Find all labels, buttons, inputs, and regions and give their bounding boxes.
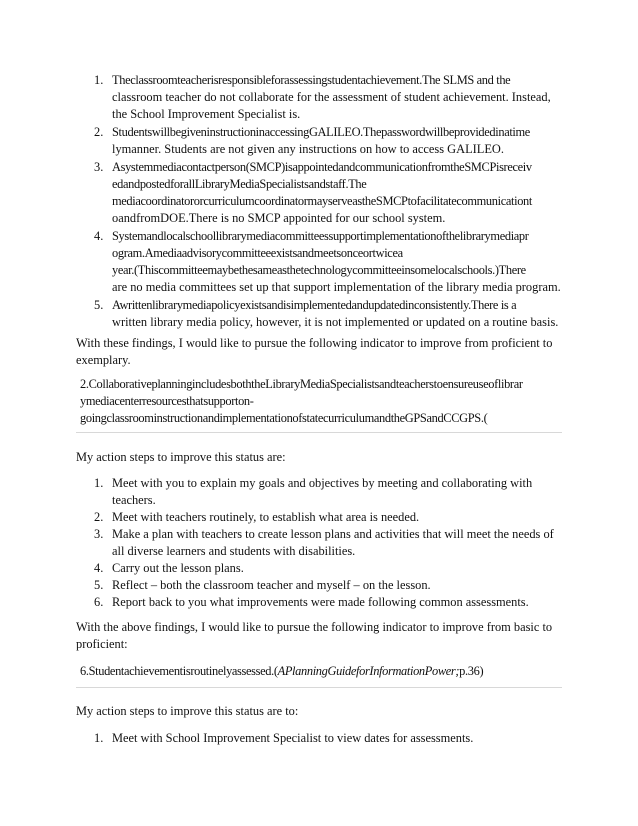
indicator-line: goingclassroominstructionandimplementationofstatecurriculumandtheGPSandCCGPS.( [80, 411, 488, 425]
list-line: Report back to you what improvements were made following common assessments. [112, 595, 529, 609]
action-intro: My action steps to improve this status are to: [76, 704, 299, 718]
divider [76, 432, 562, 433]
list-line: Systemandlocalschoollibrarymediacommitteessupportimplementationofthelibrarymediapr [112, 229, 529, 243]
list-line: Asystemmediacontactperson(SMCP)isappointedandcommunicationfromtheSMCPisreceiv [112, 160, 532, 174]
list-line: Meet with you to explain my goals and objectives by meeting and collaborating with [112, 476, 533, 490]
list-line: StudentswillbegiveninstructioninaccessingGALILEO.Thepasswordwillbeprovidedinatime [112, 125, 530, 139]
indicator-page: p.36) [459, 664, 484, 678]
list-number: 1. [94, 731, 104, 745]
list-line: written library media policy, however, it is not implemented or updated on a routine basis. [112, 315, 559, 329]
list-line: edandpostedforallLibraryMediaSpecialistsandstaff.The [112, 177, 367, 191]
list-number: 2. [94, 510, 104, 524]
list-number: 3. [94, 527, 104, 541]
list-line: oandfromDOE.There is no SMCP appointed for our school system. [112, 211, 446, 225]
list-line: ogram.Amediaadvisorycommitteeexistsandmeetsonceortwicea [112, 246, 403, 260]
list-line: the School Improvement Specialist is. [112, 107, 301, 121]
list-line: Meet with teachers routinely, to establish what area is needed. [112, 510, 420, 524]
list-line: all diverse learners and students with disabilities. [112, 544, 356, 558]
list-line: year.(Thiscommitteemaybethesameasthetechnologycommitteeinsomelocalschools.)There [112, 263, 526, 277]
list-line: classroom teacher do not collaborate for the assessment of student achievement. Instead, [112, 90, 551, 104]
list-line: teachers. [112, 493, 156, 507]
list-line: Awrittenlibrarymediapolicyexistsandisimplementedandupdatedinconsistently.There is a [112, 298, 517, 312]
list-line: Theclassroomteacherisresponsibleforassessingstudentachievement.The SLMS and the [112, 73, 511, 87]
list-line: mediacoordinatororcurriculumcoordinatormayserveastheSMCPtofacilitatecommunicationt [112, 194, 532, 208]
list-number: 6. [94, 595, 104, 609]
action-intro: My action steps to improve this status are: [76, 450, 286, 464]
divider [76, 687, 562, 688]
indicator-line: 2.CollaborativeplanningincludesboththeLibraryMediaSpecialistsandteacherstoensureuseoflibrar [80, 377, 523, 391]
indicator-line [80, 663, 483, 680]
list-line: Meet with School Improvement Specialist to view dates for assessments. [112, 731, 474, 745]
list-line: are no media committees set up that support implementation of the library media program. [112, 280, 561, 294]
list-line: lymanner. Students are not given any instructions on how to access GALILEO. [112, 142, 504, 156]
list-number: 3. [94, 160, 104, 174]
list-number: 2. [94, 125, 104, 139]
list-line: Make a plan with teachers to create lesson plans and activities that will meet the needs of [112, 527, 554, 541]
list-number: 5. [94, 578, 104, 592]
paragraph-line: proficient: [76, 637, 128, 651]
paragraph-line: With these findings, I would like to pursue the following indicator to improve from proficient to [76, 336, 553, 350]
list-number: 1. [94, 476, 104, 490]
list-number: 5. [94, 298, 104, 312]
list-number: 1. [94, 73, 104, 87]
list-number: 4. [94, 561, 104, 575]
list-line: Reflect – both the classroom teacher and myself – on the lesson. [112, 578, 431, 592]
list-number: 4. [94, 229, 104, 243]
indicator-line: ymediacenterresourcesthatsupporton- [80, 394, 254, 408]
list-line: Carry out the lesson plans. [112, 561, 244, 575]
indicator-text: 6.Studentachievementisroutinelyassessed.( [80, 664, 278, 678]
paragraph-line: With the above findings, I would like to pursue the following indicator to improve from basic to [76, 620, 553, 634]
paragraph-line: exemplary. [76, 353, 131, 367]
indicator-citation: APlanningGuideforInformationPower; [277, 664, 460, 678]
